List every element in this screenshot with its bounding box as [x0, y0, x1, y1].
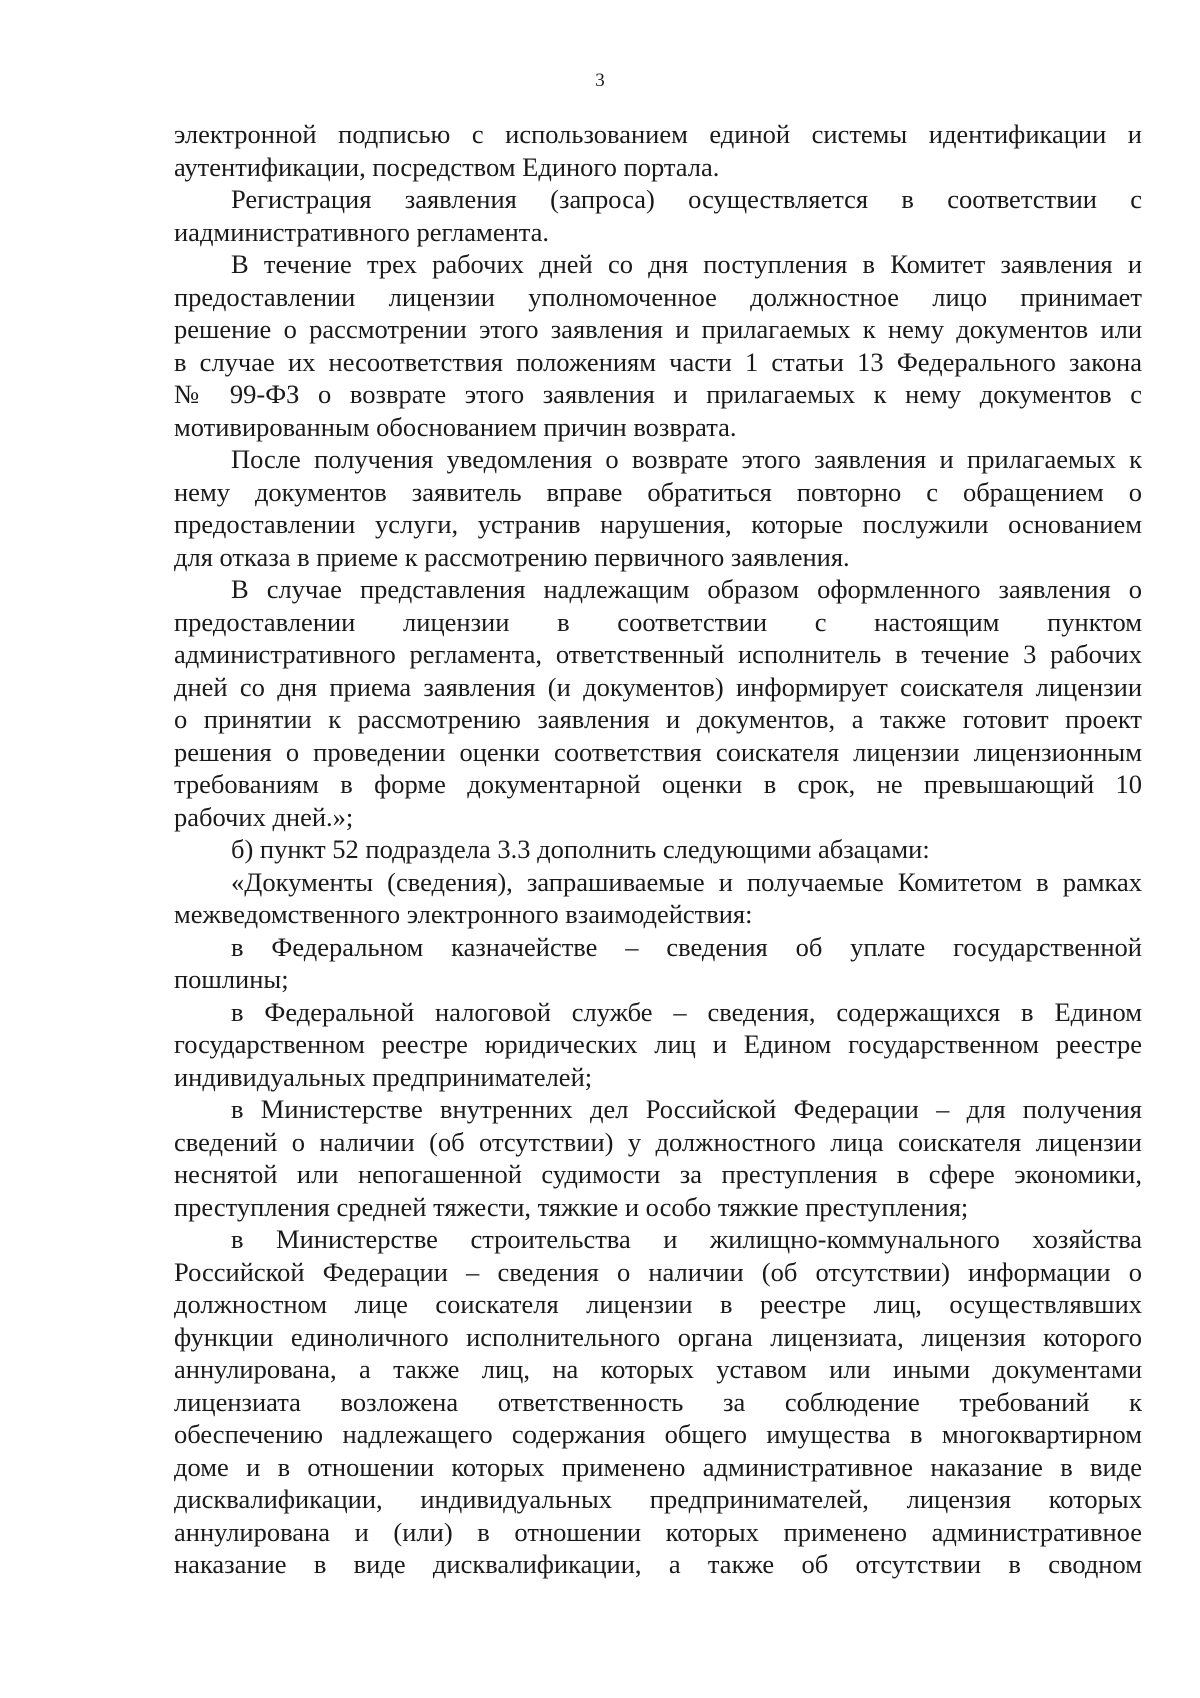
text-line: № 99-ФЗ о возврате этого заявления и прилагаемых к нему документов с: [174, 379, 1142, 409]
text-line: мотивированным обоснованием причин возврата.: [174, 411, 737, 442]
text-line: доме и в отношении которых применено административное наказание в виде: [174, 1451, 1142, 1482]
text-line: преступления средней тяжести, тяжкие и особо тяжкие преступления;: [174, 1191, 969, 1222]
text-line: в случае их несоответствия положениям части 1 статьи 13 Федерального закона: [174, 346, 1142, 377]
text-line: лицензиата возложена ответственность за соблюдение требований к: [174, 1386, 1142, 1417]
text-line: о принятии к рассмотрению заявления и документов, а также готовит проект: [174, 704, 1142, 734]
paragraph-start-line: После получения уведомления о возврате этого заявления и прилагаемых к: [231, 444, 1142, 474]
text-line: государственном реестре юридических лиц и Едином государственном реестре: [174, 1029, 1142, 1059]
paragraph-start-line: в Федеральном казначействе – сведения об уплате государственной: [231, 931, 1142, 962]
paragraph-start-line: В течение трех рабочих дней со дня поступления в Комитет заявления и: [231, 249, 1142, 279]
text-line: предоставлении лицензии в соответствии с настоящим пунктом: [174, 606, 1142, 637]
paragraph-start-line: в Министерстве внутренних дел Российской Федерации – для получения: [231, 1094, 1142, 1124]
paragraph-start-line: в Федеральной налоговой службе – сведения, содержащихся в Едином: [231, 996, 1142, 1027]
text-line: дисквалификации, индивидуальных предпринимателей, лицензия которых: [174, 1484, 1142, 1514]
text-line: аутентификации, посредством Единого портала.: [174, 151, 720, 182]
text-line: аннулирована, а также лиц, на которых уставом или иными документами: [174, 1354, 1142, 1384]
text-line: аннулирована и (или) в отношении которых применено административное: [174, 1516, 1142, 1547]
text-line: решение о рассмотрении этого заявления и прилагаемых к нему документов или: [174, 314, 1142, 344]
paragraph-start-line: Регистрация заявления (запроса) осуществляется в соответствии с: [231, 184, 1142, 214]
page-number: 3: [595, 70, 605, 91]
text-line: предоставлении услуги, устранив нарушения, которые послужили основанием: [174, 509, 1142, 539]
text-line: для отказа в приеме к рассмотрению первичного заявления.: [174, 541, 850, 572]
text-line: Российской Федерации – сведения о наличии (об отсутствии) информации о: [174, 1256, 1142, 1287]
text-line: предоставлении лицензии уполномоченное должностное лицо принимает: [174, 281, 1142, 312]
text-line: нему документов заявитель вправе обратиться повторно с обращением о: [174, 476, 1142, 507]
paragraph-start-line: б) пункт 52 подраздела 3.3 дополнить следующими абзацами:: [231, 834, 930, 864]
document-body: [174, 118, 1142, 1581]
text-line: неснятой или непогашенной судимости за преступления в сфере экономики,: [174, 1159, 1142, 1189]
text-line: обеспечению надлежащего содержания общего имущества в многоквартирном: [174, 1419, 1142, 1449]
paragraph-start-line: В случае представления надлежащим образом оформленного заявления о: [231, 574, 1142, 604]
paragraph-start-line: «Документы (сведения), запрашиваемые и получаемые Комитетом в рамках: [231, 866, 1142, 897]
text-line: должностном лице соискателя лицензии в реестре лиц, осуществлявших: [174, 1289, 1142, 1319]
text-line: наказание в виде дисквалификации, а также об отсутствии в сводном: [174, 1549, 1142, 1579]
text-line: межведомственного электронного взаимодействия:: [174, 899, 753, 929]
paragraph-start-line: в Министерстве строительства и жилищно-коммунального хозяйства: [231, 1224, 1142, 1254]
text-line: иадминистративного регламента.: [174, 216, 550, 247]
text-line: административного регламента, ответственный исполнитель в течение 3 рабочих: [174, 639, 1142, 669]
text-line: функции единоличного исполнительного органа лицензиата, лицензия которого: [174, 1321, 1142, 1352]
text-line: решения о проведении оценки соответствия соискателя лицензии лицензионным: [174, 736, 1142, 767]
text-line: индивидуальных предпринимателей;: [174, 1061, 593, 1092]
text-line: электронной подписью с использованием единой системы идентификации и: [174, 119, 1142, 149]
text-line: дней со дня приема заявления (и документов) информирует соискателя лицензии: [174, 671, 1142, 702]
text-line: требованиям в форме документарной оценки в срок, не превышающий 10: [174, 769, 1142, 799]
text-line: рабочих дней.»;: [174, 801, 354, 832]
text-line: пошлины;: [174, 964, 289, 994]
text-line: сведений о наличии (об отсутствии) у должностного лица соискателя лицензии: [174, 1126, 1142, 1157]
